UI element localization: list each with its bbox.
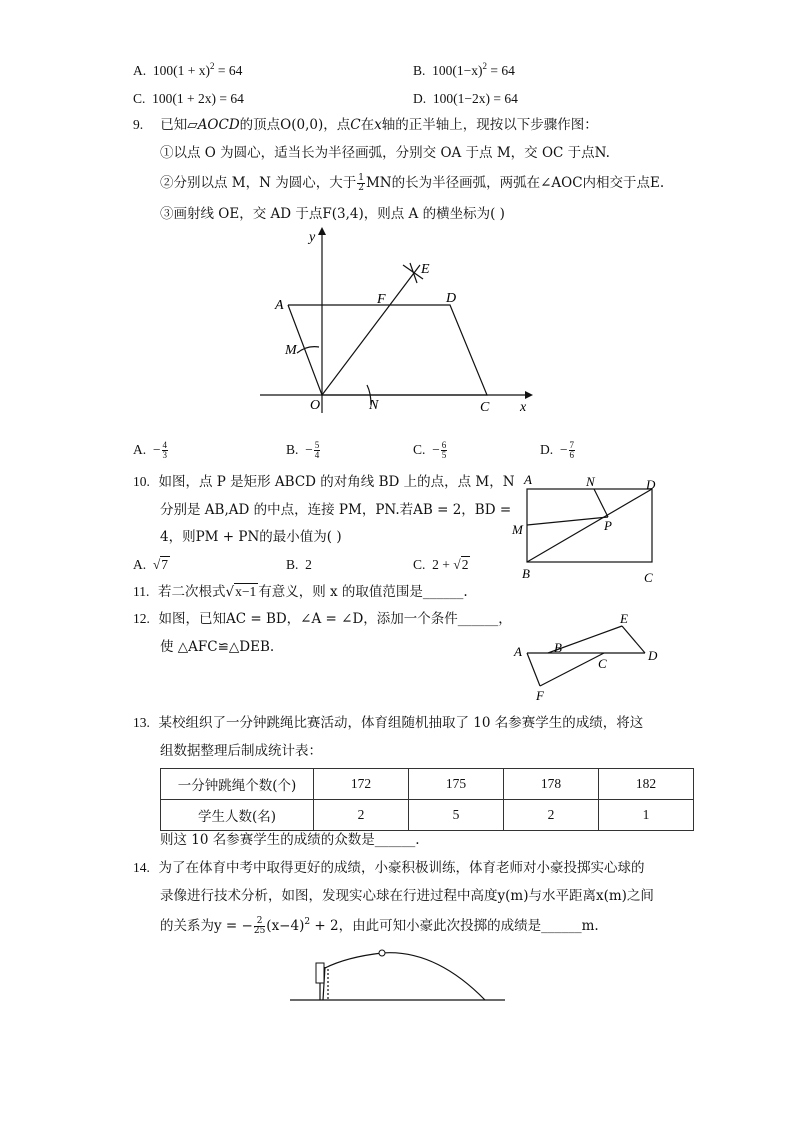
parallelogram-aocd: [288, 305, 487, 395]
table-cell: 2: [504, 800, 599, 831]
q9-option-b: B. − $\frac{5}{4}$: [286, 440, 320, 461]
q10-option-a: A. √7: [133, 557, 169, 572]
table-cell: 172: [314, 769, 409, 800]
label-o: O: [310, 398, 321, 413]
label-y: y: [309, 230, 316, 245]
table-row: [161, 769, 694, 800]
q9-step2: ②分别以点 M，N 为圆心，大于 $\frac{1}{2}$ MN的长为半径画弧，两弧在∠AOC内相交于点E.: [160, 173, 665, 193]
label-d: D: [646, 477, 656, 492]
table-cell: 182: [599, 769, 694, 800]
segment-pm: [527, 517, 608, 525]
label-m: M: [512, 522, 523, 537]
segment-ed: [622, 626, 645, 653]
table-cell: 5: [409, 800, 504, 831]
q9-stem: 9. 已知▱AOCD的顶点O(0,0)，点C在x轴的正半轴上，现按以下步骤作图：: [133, 117, 598, 133]
q13-line3: 则这 10 名参赛学生的成绩的众数是______.: [160, 832, 420, 848]
q10-option-c: C. 2 + √2: [413, 557, 469, 572]
ball-trajectory: [325, 953, 485, 1000]
q9-figure: [255, 225, 545, 420]
label-a: A: [524, 472, 532, 487]
label-c: C: [480, 400, 490, 415]
q10-line3: 4，则PM + PN的最小值为( ): [160, 529, 342, 545]
q9-option-c: C. − $\frac{6}{5}$: [413, 440, 447, 461]
q13-line1: 13. 某校组织了一分钟跳绳比赛活动，体育组随机抽取了 10 名参赛学生的成绩，将这: [133, 715, 644, 731]
label-e: E: [421, 262, 430, 277]
table-cell: 2: [314, 800, 409, 831]
label-c: C: [598, 656, 607, 671]
label-f: F: [536, 688, 544, 703]
thrower-figure: [316, 963, 324, 983]
label-x: x: [520, 400, 527, 415]
q9-step1: ①以点 O 为圆心，适当长为半径画弧，分别交 OA 于点 M，交 OC 于点N.: [160, 145, 610, 161]
label-n: N: [586, 474, 595, 489]
q8-option-c: C. 100(1 + 2x) = 64: [133, 91, 244, 106]
q10-line1: 10. 如图，点 P 是矩形 ABCD 的对角线 BD 上的点，点 M，N: [133, 474, 515, 490]
label-e: E: [620, 611, 628, 626]
segment-pn: [594, 489, 608, 517]
q10-option-b: B. 2: [286, 557, 312, 572]
table-row-header: 学生人数(名): [161, 800, 314, 831]
q8-option-d: D. 100(1−2x) = 64: [413, 91, 518, 106]
label-c: C: [644, 570, 653, 585]
q14-line1: 14. 为了在体育中考中取得更好的成绩，小豪积极训练，体育老师对小豪投掷实心球的: [133, 860, 645, 876]
ray-oe: [322, 265, 420, 395]
segment-ae-triangle-side: [527, 653, 540, 686]
q14-line2: 录像进行技术分析，如图，发现实心球在行进过程中高度y(m)与水平距离x(m)之间: [160, 888, 654, 904]
label-m: M: [285, 343, 297, 358]
diagonal-bd: [527, 489, 652, 562]
arc-m: [297, 347, 319, 353]
x-axis-arrow: [525, 391, 533, 399]
q14-line3: 的关系为y = − $\frac{2}{25}$ $(x-4)^2 + 2$，由此可知小豪此次投掷的成绩是______m.: [160, 916, 599, 936]
q9-option-d: D. − $\frac{7}{6}$: [540, 440, 574, 461]
q10-line2: 分别是 AB,AD 的中点，连接 PM，PN.若AB = 2，BD =: [160, 502, 512, 518]
label-d: D: [648, 648, 658, 663]
arc-e2: [410, 263, 417, 283]
segment-fc: [540, 653, 604, 686]
q12-line2: 使 △AFC≌△DEB.: [160, 639, 275, 655]
q12-line1: 12. 如图，已知AC = BD，∠A = ∠D，添加一个条件______，: [133, 611, 512, 627]
q9-step3: ③画射线 OE，交 AD 于点F(3,4)，则点 A 的横坐标为( ): [160, 206, 505, 222]
label-n: N: [369, 398, 379, 413]
label-a: A: [275, 298, 284, 313]
label-a: A: [514, 644, 522, 659]
q11: 11. 若二次根式√x−1 有意义，则 x 的取值范围是______.: [133, 584, 468, 600]
label-b: B: [522, 566, 530, 581]
q13-line2: 组数据整理后制成统计表：: [160, 743, 322, 759]
table-cell: 178: [504, 769, 599, 800]
q8-option-a: A. $100(1 + x)^2 = 64$: [133, 61, 243, 78]
q12-figure: [510, 608, 665, 703]
q8-option-b: B. $100(1-x)^2 = 64$: [413, 61, 515, 78]
label-f: F: [377, 292, 386, 307]
q14-figure: [285, 945, 510, 1005]
ball-icon: [379, 950, 385, 956]
label-d: D: [446, 291, 457, 306]
table-row: [161, 800, 694, 831]
y-axis-arrow: [318, 227, 326, 235]
table-row-header: 一分钟跳绳个数(个): [161, 769, 314, 800]
table-cell: 175: [409, 769, 504, 800]
label-p: P: [604, 518, 612, 533]
table-cell: 1: [599, 800, 694, 831]
label-b: B: [554, 640, 562, 655]
q10-figure: [508, 472, 668, 592]
q9-option-a: A. − $\frac{4}{3}$: [133, 440, 167, 461]
q13-stats-table: [160, 768, 694, 831]
